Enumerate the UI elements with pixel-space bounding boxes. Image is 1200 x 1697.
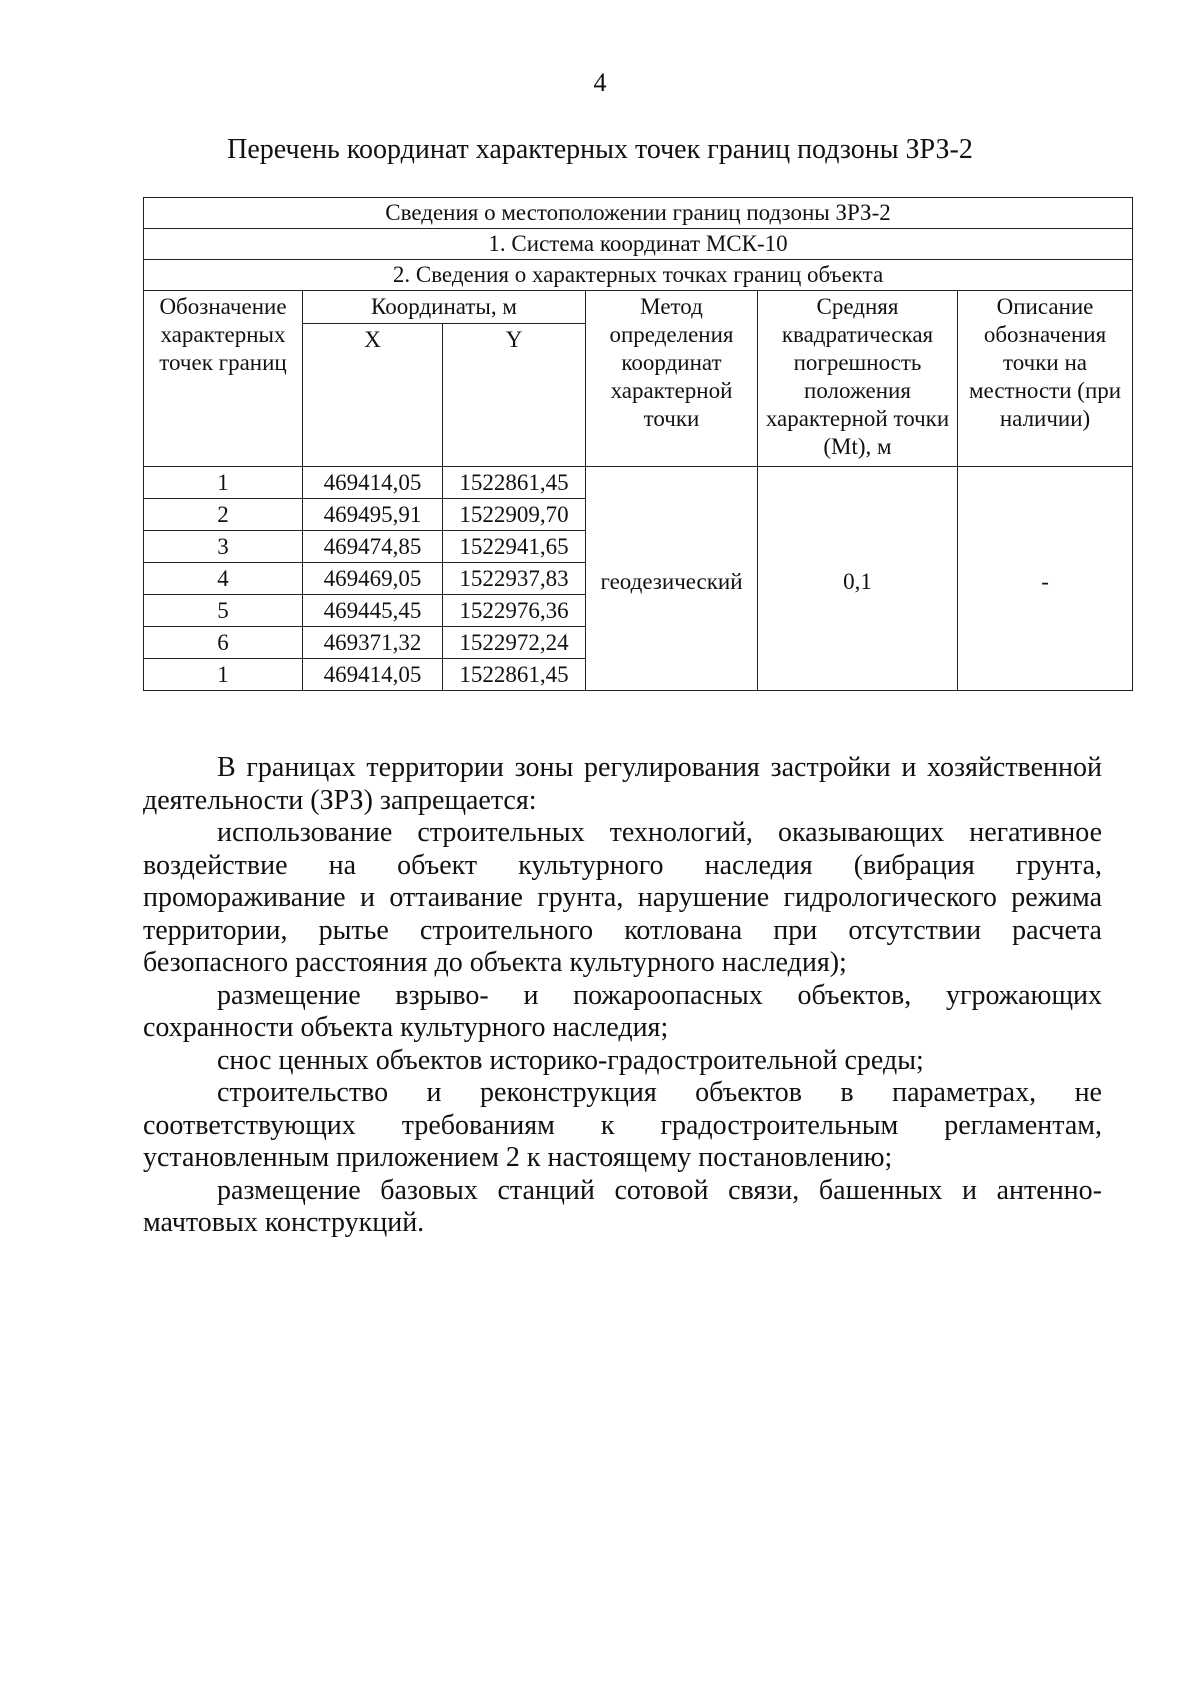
restrictions-text: [143, 752, 1102, 1240]
paragraph-restriction: размещение взрыво- и пожароопасных объектов, угрожающих сохранности объекта культурного наследия;: [143, 979, 1102, 1043]
paragraph-restriction: снос ценных объектов историко-градостроительной среды;: [217, 1044, 924, 1076]
header-coordinates: Координаты, м: [303, 291, 586, 324]
page-number: 4: [593, 68, 607, 97]
cell-point: 3: [144, 531, 303, 563]
cell-y: 1522909,70: [443, 499, 586, 531]
header-mean-square-error: Средняя квадратическая погрешность положения характерной точки (Mt), м: [758, 291, 958, 467]
cell-x: 469474,85: [303, 531, 443, 563]
paragraph-restriction: строительство и реконструкция объектов в параметрах, не соответствующих требованиям к градостроительным регламентам, установленным приложением 2 к настоящему постановлению;: [143, 1077, 1102, 1173]
cell-x: 469445,45: [303, 595, 443, 627]
cell-x: 469469,05: [303, 563, 443, 595]
cell-point: 5: [144, 595, 303, 627]
cell-y: 1522937,83: [443, 563, 586, 595]
header-method: Метод определения координат характерной точки: [586, 291, 758, 467]
cell-y: 1522861,45: [443, 467, 586, 499]
cell-x: 469371,32: [303, 627, 443, 659]
cell-y: 1522861,45: [443, 659, 586, 691]
cell-point: 2: [144, 499, 303, 531]
cell-y: 1522941,65: [443, 531, 586, 563]
cell-point: 1: [144, 467, 303, 499]
cell-point: 1: [144, 659, 303, 691]
table-row: [144, 467, 1133, 499]
table-caption-coordinate-system: 1. Система координат МСК-10: [144, 229, 1133, 260]
cell-point: 6: [144, 627, 303, 659]
cell-method: геодезический: [586, 467, 758, 691]
cell-x: 469414,05: [303, 659, 443, 691]
document-title: Перечень координат характерных точек границ подзоны ЗРЗ-2: [227, 134, 973, 165]
table-caption-location: Сведения о местоположении границ подзоны ЗРЗ-2: [144, 198, 1133, 229]
cell-y: 1522972,24: [443, 627, 586, 659]
cell-mean-square-error: 0,1: [758, 467, 958, 691]
coordinates-table: [143, 197, 1133, 691]
cell-x: 469414,05: [303, 467, 443, 499]
paragraph-intro: В границах территории зоны регулирования застройки и хозяйственной деятельности (ЗРЗ) запрещается:: [143, 752, 1102, 816]
cell-x: 469495,91: [303, 499, 443, 531]
cell-y: 1522976,36: [443, 595, 586, 627]
cell-point: 4: [144, 563, 303, 595]
paragraph-restriction: размещение базовых станций сотовой связи, башенных и антенно-мачтовых конструкций.: [143, 1174, 1102, 1238]
table-caption-points-info: 2. Сведения о характерных точках границ объекта: [144, 260, 1133, 291]
header-point-designation: Обозначение характерных точек границ: [144, 291, 303, 467]
header-description: Описание обозначения точки на местности (при наличии): [958, 291, 1133, 467]
paragraph-restriction: использование строительных технологий, оказывающих негативное воздействие на объект культурного наследия (вибрация грунта, промораживание и оттаивание грунта, нарушение гидрологического режима территории, рытье строительного котлована при отсутствии расчета безопасного расстояния до объекта культурного наследия);: [143, 817, 1102, 978]
header-y: Y: [443, 324, 586, 467]
cell-description: -: [958, 467, 1133, 691]
header-x: X: [303, 324, 443, 467]
